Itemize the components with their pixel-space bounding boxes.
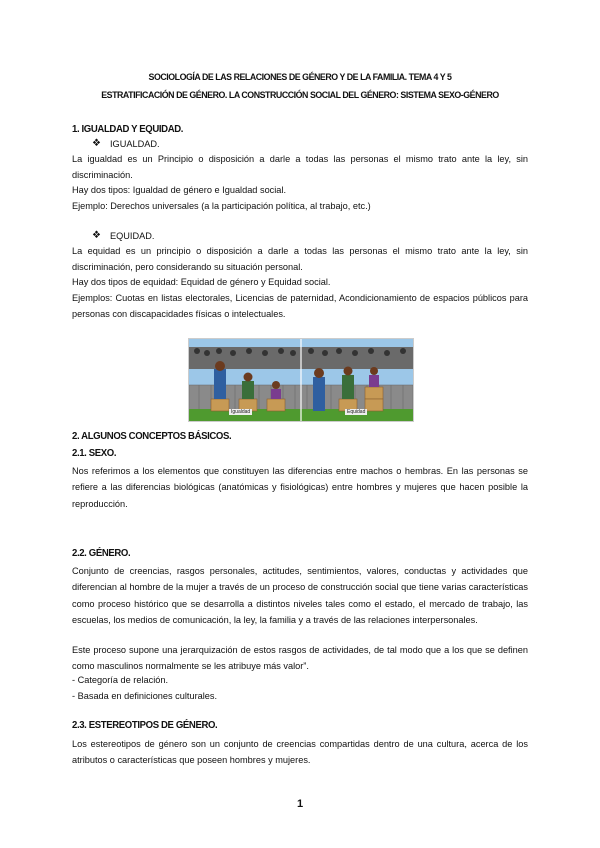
- igualdad-types: Hay dos tipos: Igualdad de género e Igualdad social.: [72, 185, 287, 195]
- section-1-title: 1. IGUALDAD Y EQUIDAD.: [72, 124, 184, 135]
- genero-item-1: - Categoría de relación.: [72, 675, 169, 685]
- equidad-definition: La equidad es un principio o disposición a darle a todas las personas el mismo trato ante la ley, sin discriminación, pero considerando su situación personal.: [72, 246, 528, 273]
- diamond-bullet-icon: ❖: [92, 230, 101, 241]
- header-line-2: ESTRATIFICACIÓN DE GÉNERO. LA CONSTRUCCIÓN SOCIAL DEL GÉNERO: SISTEMA SEXO-GÉNERO: [101, 90, 499, 101]
- genero-item-2: - Basada en definiciones culturales.: [72, 691, 218, 701]
- sexo-text: Nos referimos a los elementos que constituyen las diferencias entre machos o hembras. En las personas se refiere a las diferencias biológicas (anatómicas y fisiológicas) entre hombres y mujeres que hacen posible la reproducción.: [72, 466, 528, 509]
- equidad-types: Hay dos tipos de equidad: Equidad de género y Equidad social.: [72, 277, 331, 287]
- illustration-svg: [189, 339, 413, 421]
- caption-equidad: Equidad: [347, 409, 366, 415]
- caption-igualdad: Igualdad: [231, 409, 251, 415]
- bullet-igualdad: [92, 138, 160, 149]
- page-number: 1: [296, 798, 304, 810]
- igualdad-equidad-illustration: [188, 338, 414, 422]
- bullet-equidad: [92, 230, 154, 241]
- bullet-igualdad-label: IGUALDAD.: [110, 138, 160, 149]
- equidad-examples: Ejemplos: Cuotas en listas electorales, Licencias de paternidad, Acondicionamiento de espacios públicos para personas con discapacidades físicas o intelectuales.: [72, 293, 528, 320]
- genero-text-2: Este proceso supone una jerarquización de estos rasgos de actividades, de tal modo que a los que se definen como masculinos normalmente se les atribuye más valor”.: [72, 645, 528, 672]
- igualdad-definition: La igualdad es un Principio o disposición a darle a todas las personas el mismo trato ante la ley, sin discriminación.: [72, 154, 528, 181]
- header-line-1: SOCIOLOGÍA DE LAS RELACIONES DE GÉNERO Y DE LA FAMILIA. TEMA 4 Y 5: [148, 72, 452, 83]
- section-2-2-title: 2.2. GÉNERO.: [72, 548, 131, 559]
- section-2-3-title: 2.3. ESTEREOTIPOS DE GÉNERO.: [72, 720, 218, 731]
- bullet-equidad-label: EQUIDAD.: [110, 230, 155, 241]
- estereotipos-text: Los estereotipos de género son un conjunto de creencias compartidas dentro de una cultura, acerca de los atributos o características que poseen hombres y mujeres.: [72, 739, 528, 766]
- igualdad-example: Ejemplo: Derechos universales (a la participación política, al trabajo, etc.): [72, 201, 371, 211]
- diamond-bullet-icon: ❖: [92, 138, 101, 149]
- section-2-title: 2. ALGUNOS CONCEPTOS BÁSICOS.: [72, 431, 232, 442]
- genero-text: Conjunto de creencias, rasgos personales, actitudes, sentimientos, valores, conductas y actividades que diferencian al hombre de la mujer a través de un proceso de construcción social que tiene varias características como proceso histórico que se desarrolla a distintos niveles tales como el estado, el mercado de trabajo, las escuelas, los medios de comunicación, la ley, la familia y a través de las relaciones interpersonales.: [72, 566, 528, 626]
- section-2-1-title: 2.1. SEXO.: [72, 448, 117, 459]
